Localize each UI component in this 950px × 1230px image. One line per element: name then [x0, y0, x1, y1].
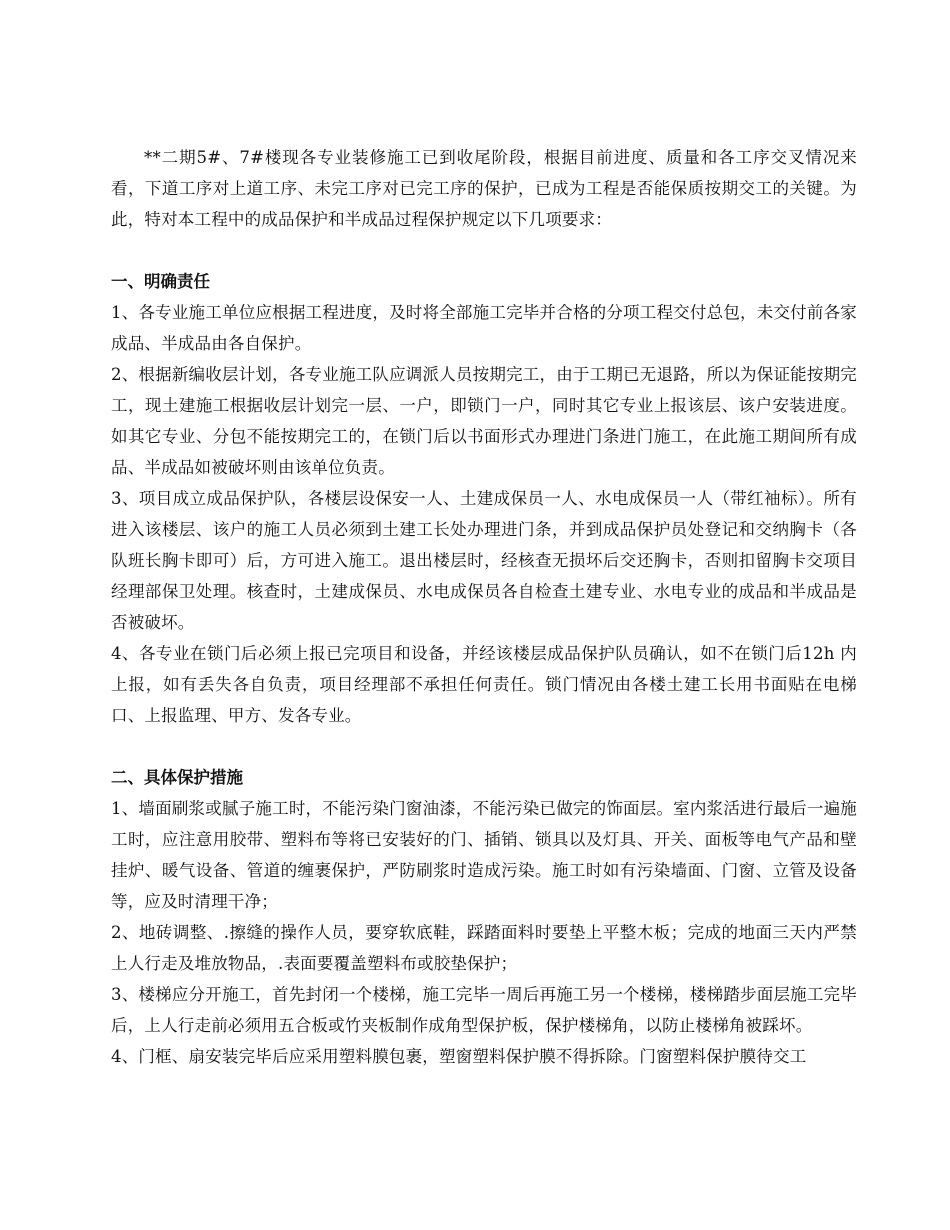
spacer [111, 731, 857, 762]
section-1-item-3: 3、项目成立成品保护队，各楼层设保安一人、土建成保员一人、水电成保员一人（带红袖标）。所有进入该楼层、该户的施工人员必须到土建工长处办理进门条，并到成品保护员处登记和交纳胸卡（各队班长胸卡即可）后，方可进入施工。退出楼层时，经核查无损坏后交还胸卡，否则扣留胸卡交项目经理部保卫处理。核查时，土建成保员、水电成保员各自检查土建专业、水电专业的成品和半成品是否被破坏。 [111, 489, 857, 632]
section-1-item-4: 4、各专业在锁门后必须上报已完项目和设备，并经该楼层成品保护队员确认，如不在锁门后12h 内上报，如有丢失各自负责，项目经理部不承担任何责任。锁门情况由各楼土建工长用书面贴在电梯口、上报监理、甲方、发各专业。 [111, 644, 857, 725]
section-1-item-2: 2、根据新编收层计划，各专业施工队应调派人员按期完工，由于工期已无退路，所以为保证能按期完工，现土建施工根据收层计划完一层、一户，即锁门一户，同时其它专业上报该层、该户安装进度。如其它专业、分包不能按期完工的，在锁门后以书面形式办理进门条进门施工，在此施工期间所有成品、半成品如被破坏则由该单位负责。 [111, 365, 857, 477]
spacer [111, 235, 857, 266]
section-1-item-1: 1、各专业施工单位应根据工程进度，及时将全部施工完毕并合格的分项工程交付总包，未交付前各家成品、半成品由各自保护。 [111, 303, 857, 353]
section-2-item-3: 3、楼梯应分开施工，首先封闭一个楼梯，施工完毕一周后再施工另一个楼梯，楼梯踏步面层施工完毕后，上人行走前必须用五合板或竹夹板制作成角型保护板，保护楼梯角，以防止楼梯角被踩坏。 [111, 985, 857, 1035]
section-2-item-1: 1、墙面刷浆或腻子施工时，不能污染门窗油漆，不能污染已做完的饰面层。室内浆活进行最后一遍施工时，应注意用胶带、塑料布等将已安装好的门、插销、锁具以及灯具、开关、面板等电气产品和壁挂炉、暖气设备、管道的缠裹保护，严防刷浆时造成污染。施工时如有污染墙面、门窗、立管及设备等，应及时清理干净； [111, 799, 857, 911]
intro-paragraph: **二期5#、7#楼现各专业装修施工已到收尾阶段，根据目前进度、质量和各工序交叉情况来看，下道工序对上道工序、未完工序对已完工序的保护，已成为工程是否能保质按期交工的关键。为此，特对本工程中的成品保护和半成品过程保护规定以下几项要求： [111, 148, 857, 229]
section-2-item-2: 2、地砖调整、.擦缝的操作人员，要穿软底鞋，踩踏面料时要垫上平整木板；完成的地面三天内严禁上人行走及堆放物品，.表面要覆盖塑料布或胶垫保护； [111, 923, 857, 973]
section-2-item-4: 4、门框、扇安装完毕后应采用塑料膜包裹，塑窗塑料保护膜不得拆除。门窗塑料保护膜待交工 [111, 1047, 807, 1066]
document-page [111, 142, 857, 1072]
section-2-heading: 二、具体保护措施 [111, 768, 243, 787]
section-1-heading: 一、明确责任 [111, 272, 210, 291]
